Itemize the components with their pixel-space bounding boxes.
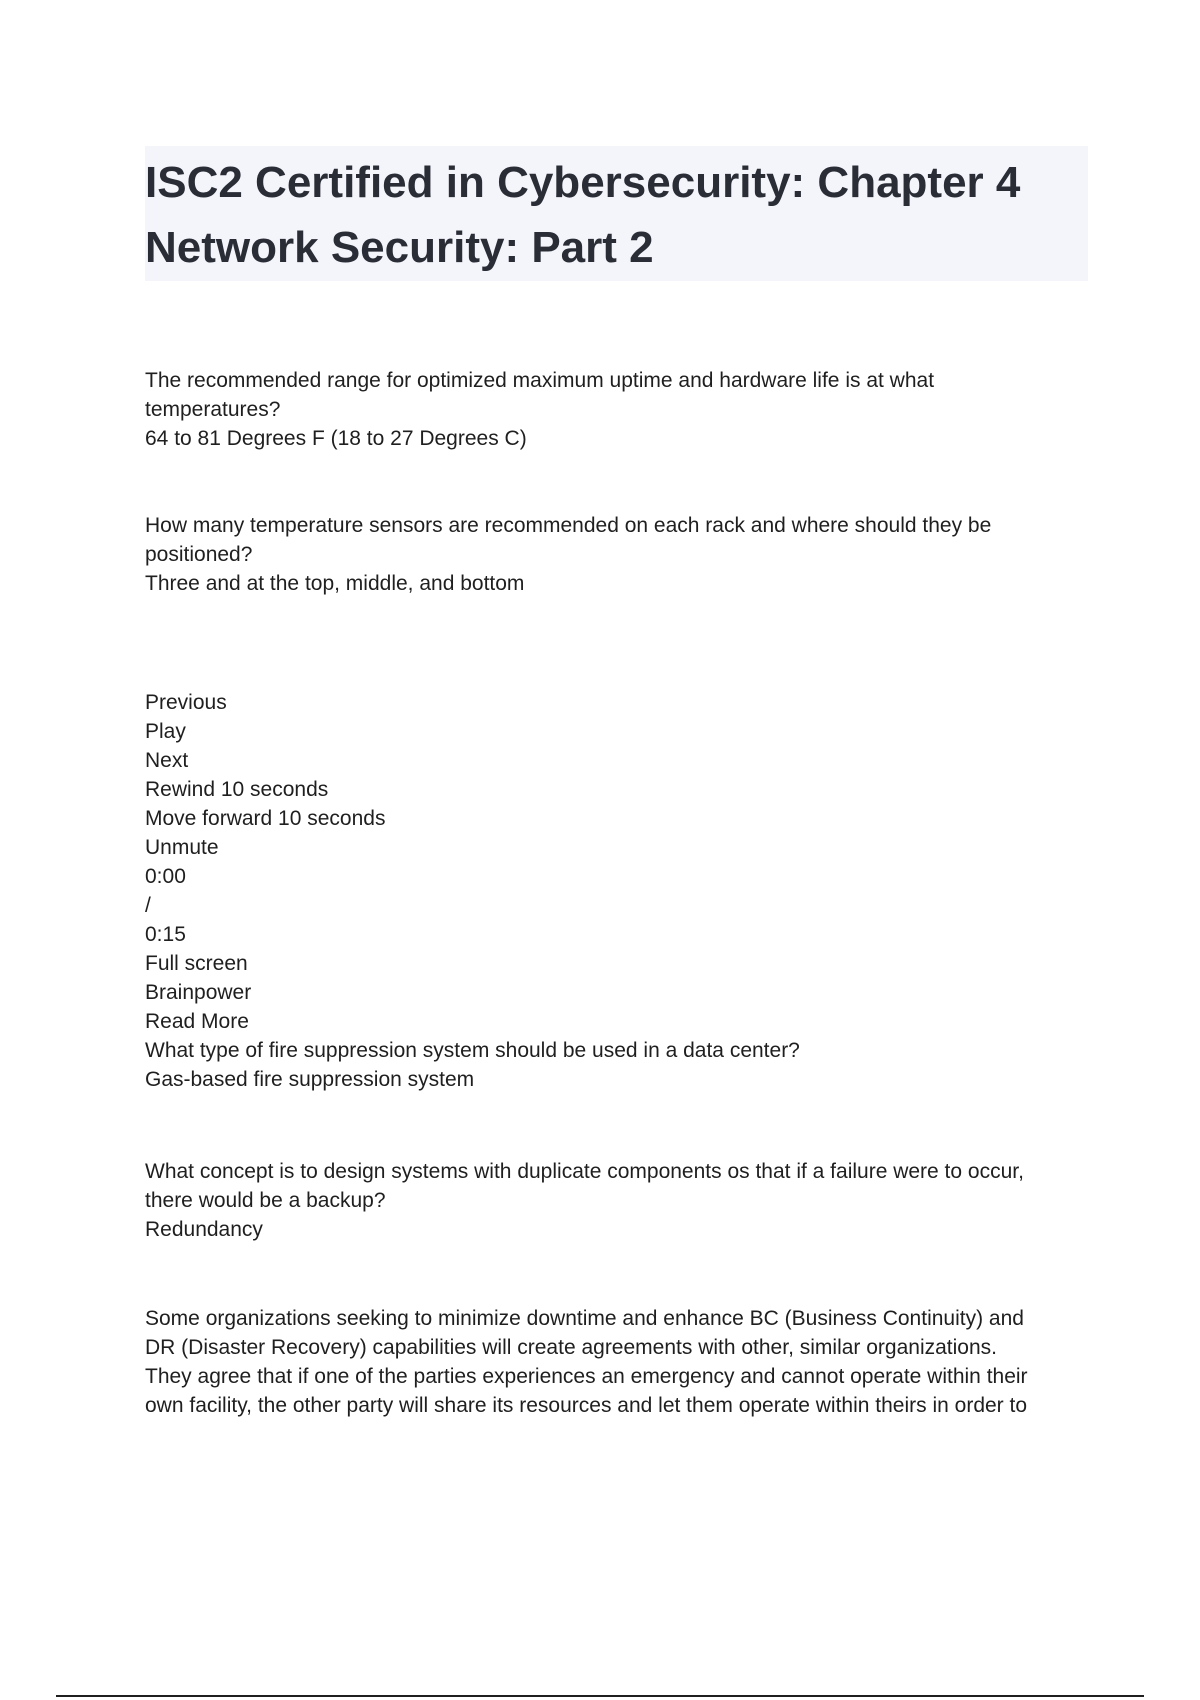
qa-item-temperature-range bbox=[145, 366, 1090, 453]
question-line: How many temperature sensors are recommended on each rack and where should they be bbox=[145, 514, 992, 537]
question-line: there would be a backup? bbox=[145, 1189, 386, 1212]
qa-item-reciprocal-agreement bbox=[145, 1304, 1090, 1420]
question-line: What concept is to design systems with duplicate components os that if a failure were to occur, bbox=[145, 1160, 1024, 1183]
title-line-2: Network Security: Part 2 bbox=[145, 223, 654, 272]
footer-divider bbox=[56, 1695, 1144, 1697]
question-line: Some organizations seeking to minimize downtime and enhance BC (Business Continuity) and bbox=[145, 1307, 1024, 1330]
forward-button[interactable]: Move forward 10 seconds bbox=[145, 807, 386, 830]
answer-text: Redundancy bbox=[145, 1218, 263, 1241]
previous-button[interactable]: Previous bbox=[145, 691, 227, 714]
qa-item-redundancy bbox=[145, 1157, 1090, 1244]
question-line: DR (Disaster Recovery) capabilities will create agreements with other, similar organizations. bbox=[145, 1336, 997, 1359]
play-button[interactable]: Play bbox=[145, 720, 186, 743]
question-line: temperatures? bbox=[145, 398, 281, 421]
document-title bbox=[145, 146, 1088, 281]
answer-text: 64 to 81 Degrees F (18 to 27 Degrees C) bbox=[145, 427, 527, 450]
full-screen-button[interactable]: Full screen bbox=[145, 952, 248, 975]
media-player-controls bbox=[145, 688, 1090, 1094]
question-line: They agree that if one of the parties experiences an emergency and cannot operate within their bbox=[145, 1365, 1028, 1388]
answer-text: Three and at the top, middle, and bottom bbox=[145, 572, 525, 595]
time-separator: / bbox=[145, 894, 151, 917]
unmute-button[interactable]: Unmute bbox=[145, 836, 219, 859]
question-line: The recommended range for optimized maximum uptime and hardware life is at what bbox=[145, 369, 935, 392]
title-line-1: ISC2 Certified in Cybersecurity: Chapter 4 bbox=[145, 158, 1021, 207]
duration: 0:15 bbox=[145, 923, 186, 946]
brand-link[interactable]: Brainpower bbox=[145, 981, 252, 1004]
question-line: positioned? bbox=[145, 543, 253, 566]
current-time: 0:00 bbox=[145, 865, 186, 888]
read-more-link[interactable]: Read More bbox=[145, 1010, 249, 1033]
answer-text: Gas-based fire suppression system bbox=[145, 1068, 475, 1091]
qa-item-temperature-sensors bbox=[145, 511, 1090, 598]
question-line: What type of fire suppression system should be used in a data center? bbox=[145, 1039, 800, 1062]
next-button[interactable]: Next bbox=[145, 749, 189, 772]
rewind-button[interactable]: Rewind 10 seconds bbox=[145, 778, 329, 801]
question-line: own facility, the other party will share its resources and let them operate within theirs in order to bbox=[145, 1394, 1028, 1417]
